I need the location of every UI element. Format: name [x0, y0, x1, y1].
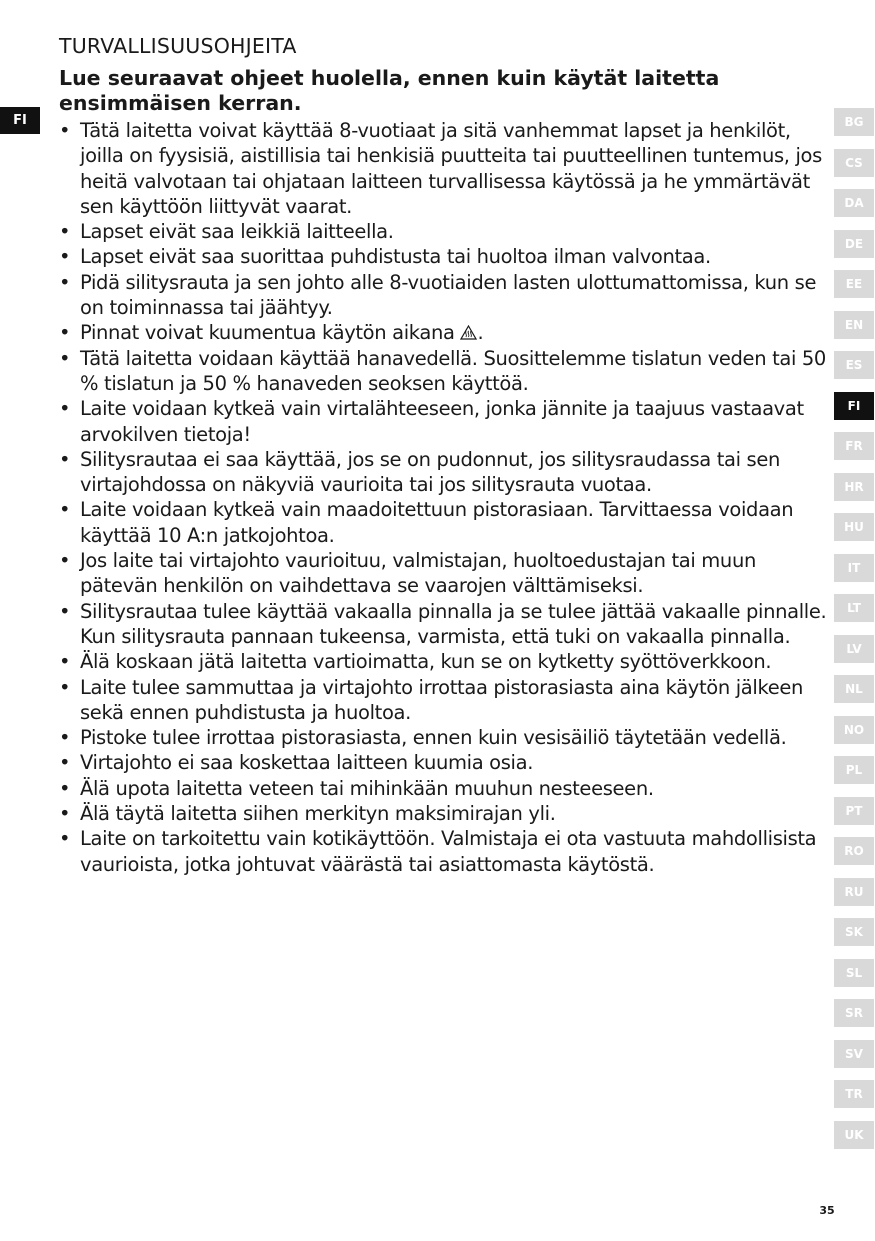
list-item [59, 649, 829, 674]
language-tab-cs[interactable]: CS [834, 149, 874, 177]
list-item [59, 447, 829, 498]
section-heading: TURVALLISUUSOHJEITA [59, 34, 297, 58]
language-tabs [834, 108, 874, 1149]
language-tab-ee[interactable]: EE [834, 270, 874, 298]
language-tab-no[interactable]: NO [834, 716, 874, 744]
safety-instructions-list [59, 118, 829, 877]
bullet-icon: • [59, 119, 71, 142]
list-item [59, 725, 829, 750]
language-tab-lt[interactable]: LT [834, 594, 874, 622]
language-tab-hu[interactable]: HU [834, 513, 874, 541]
language-tab-lv[interactable]: LV [834, 635, 874, 663]
list-item [59, 497, 829, 548]
list-item-text: Tätä laitetta voidaan käyttää hanavedellä. Suosittelemme tislatun veden tai 50 % tislatun ja 50 % hanaveden seoksen käyttöä. [80, 346, 826, 395]
list-item-text: Lapset eivät saa suorittaa puhdistusta tai huoltoa ilman valvontaa. [80, 245, 711, 269]
bullet-icon: • [59, 321, 71, 345]
list-item [59, 776, 829, 801]
list-item-text: Laite tulee sammuttaa ja virtajohto irrottaa pistorasiasta aina käytön jälkeen sekä ennen puhdistusta ja huoltoa. [80, 675, 804, 724]
bullet-icon: • [59, 599, 71, 623]
page-number: 35 [819, 1204, 835, 1217]
list-item-text: Pidä silitysrauta ja sen johto alle 8-vuotiaiden lasten ulottumattomissa, kun se on toiminnassa tai jäähtyy. [80, 270, 817, 320]
hot-surface-warning-icon [460, 325, 477, 340]
list-item [59, 244, 829, 269]
language-tab-fr[interactable]: FR [834, 432, 874, 460]
list-item-text: Laite on tarkoitettu vain kotikäyttöön. Valmistaja ei ota vastuuta mahdollisista vaurioista, jotka johtuvat väärästä tai asiattomasta käytöstä. [80, 827, 817, 876]
language-tab-tr[interactable]: TR [834, 1080, 874, 1108]
language-tab-pt[interactable]: PT [834, 797, 874, 825]
bullet-icon: • [59, 397, 71, 421]
list-item-text: Silitysrautaa tulee käyttää vakaalla pinnalla ja se tulee jättää vakaalle pinnalle. Kun silitysrauta pannaan tukeensa, varmista, että tuki on vakaalla pinnalla. [80, 599, 827, 648]
list-item-text: Älä upota laitetta veteen tai mihinkään muuhun nesteeseen. [80, 776, 654, 800]
bullet-icon: • [59, 802, 71, 826]
bullet-icon: • [59, 270, 71, 294]
bullet-icon: • [59, 650, 71, 674]
list-item-text: Laite voidaan kytkeä vain maadoitettuun pistorasiaan. Tarvittaessa voidaan käyttää 10 A:n jatkojohtoa. [80, 498, 794, 547]
language-tab-ro[interactable]: RO [834, 837, 874, 865]
list-item [59, 750, 829, 775]
list-item [59, 320, 829, 345]
bullet-icon: • [59, 827, 71, 851]
language-tab-bg[interactable]: BG [834, 108, 874, 136]
bullet-icon: • [59, 675, 71, 699]
list-item-text: Virtajohto ei saa koskettaa laitteen kuumia osia. [80, 751, 534, 775]
list-item [59, 270, 829, 321]
list-item-text: Pistoke tulee irrottaa pistorasiasta, ennen kuin vesisäiliö täytetään vedellä. [80, 726, 787, 750]
list-item-text: Jos laite tai virtajohto vaurioituu, valmistajan, huoltoedustajan tai muun pätevän henkilön on vaihdettava se vaarojen välttämiseksi. [80, 549, 756, 598]
list-item [59, 801, 829, 826]
list-item [59, 396, 829, 447]
language-tab-ru[interactable]: RU [834, 878, 874, 906]
list-item-text: Silitysrautaa ei saa käyttää, jos se on pudonnut, jos silitysraudassa tai sen virtajohdossa on näkyviä vaurioita tai jos silitysrauta vuotaa. [80, 447, 781, 497]
list-item [59, 675, 829, 726]
section-subheading: Lue seuraavat ohjeet huolella, ennen kuin käytät laitetta ensimmäisen kerran. [59, 66, 720, 115]
list-item [59, 346, 829, 397]
bullet-icon: • [59, 346, 71, 370]
language-tab-it[interactable]: IT [834, 554, 874, 582]
bullet-icon: • [59, 220, 71, 244]
language-tab-es[interactable]: ES [834, 351, 874, 379]
list-item [59, 548, 829, 599]
language-tab-pl[interactable]: PL [834, 756, 874, 784]
list-item-text: Pinnat voivat kuumentua käytön aikana [80, 321, 455, 345]
language-tab-sr[interactable]: SR [834, 999, 874, 1027]
language-tab-hr[interactable]: HR [834, 473, 874, 501]
bullet-icon: • [59, 498, 71, 522]
list-item [59, 219, 829, 244]
language-tab-sv[interactable]: SV [834, 1040, 874, 1068]
list-item [59, 826, 829, 877]
bullet-icon: • [59, 549, 71, 573]
list-item [59, 118, 829, 219]
list-item-text: Laite voidaan kytkeä vain virtalähteeseen, jonka jännite ja taajuus vastaavat arvokilven tietoja! [80, 397, 804, 446]
language-tab-sk[interactable]: SK [834, 918, 874, 946]
list-item-text: Lapset eivät saa leikkiä laitteella. [80, 220, 394, 244]
bullet-icon: • [59, 245, 71, 269]
bullet-icon: • [59, 726, 71, 750]
bullet-icon: • [59, 751, 71, 775]
list-item-text: Älä koskaan jätä laitetta vartioimatta, kun se on kytketty syöttöverkkoon. [80, 650, 772, 674]
language-tab-da[interactable]: DA [834, 189, 874, 217]
hot-surface-suffix: . [477, 321, 484, 345]
language-tab-nl[interactable]: NL [834, 675, 874, 703]
list-item-text: Tätä laitetta voivat käyttää 8-vuotiaat ja sitä vanhemmat lapset ja henkilöt, joilla on fyysisiä, aistillisia tai henkisiä puutteita tai puutteellinen tuntemus, jos heitä valvotaan tai ohjataan laitteen turvallisessa käytössä ja he ymmärtävät sen käyttöön liittyvät vaarat. [80, 119, 822, 218]
bullet-icon: • [59, 776, 71, 800]
bullet-icon: • [59, 447, 71, 471]
list-item [59, 599, 829, 650]
language-tab-en[interactable]: EN [834, 311, 874, 339]
language-tab-uk[interactable]: UK [834, 1121, 874, 1149]
language-tab-sl[interactable]: SL [834, 959, 874, 987]
list-item-text: Älä täytä laitetta siihen merkityn maksimirajan yli. [80, 802, 556, 826]
current-language-tab: FI [0, 107, 40, 134]
language-tab-fi[interactable]: FI [834, 392, 874, 420]
language-tab-de[interactable]: DE [834, 230, 874, 258]
